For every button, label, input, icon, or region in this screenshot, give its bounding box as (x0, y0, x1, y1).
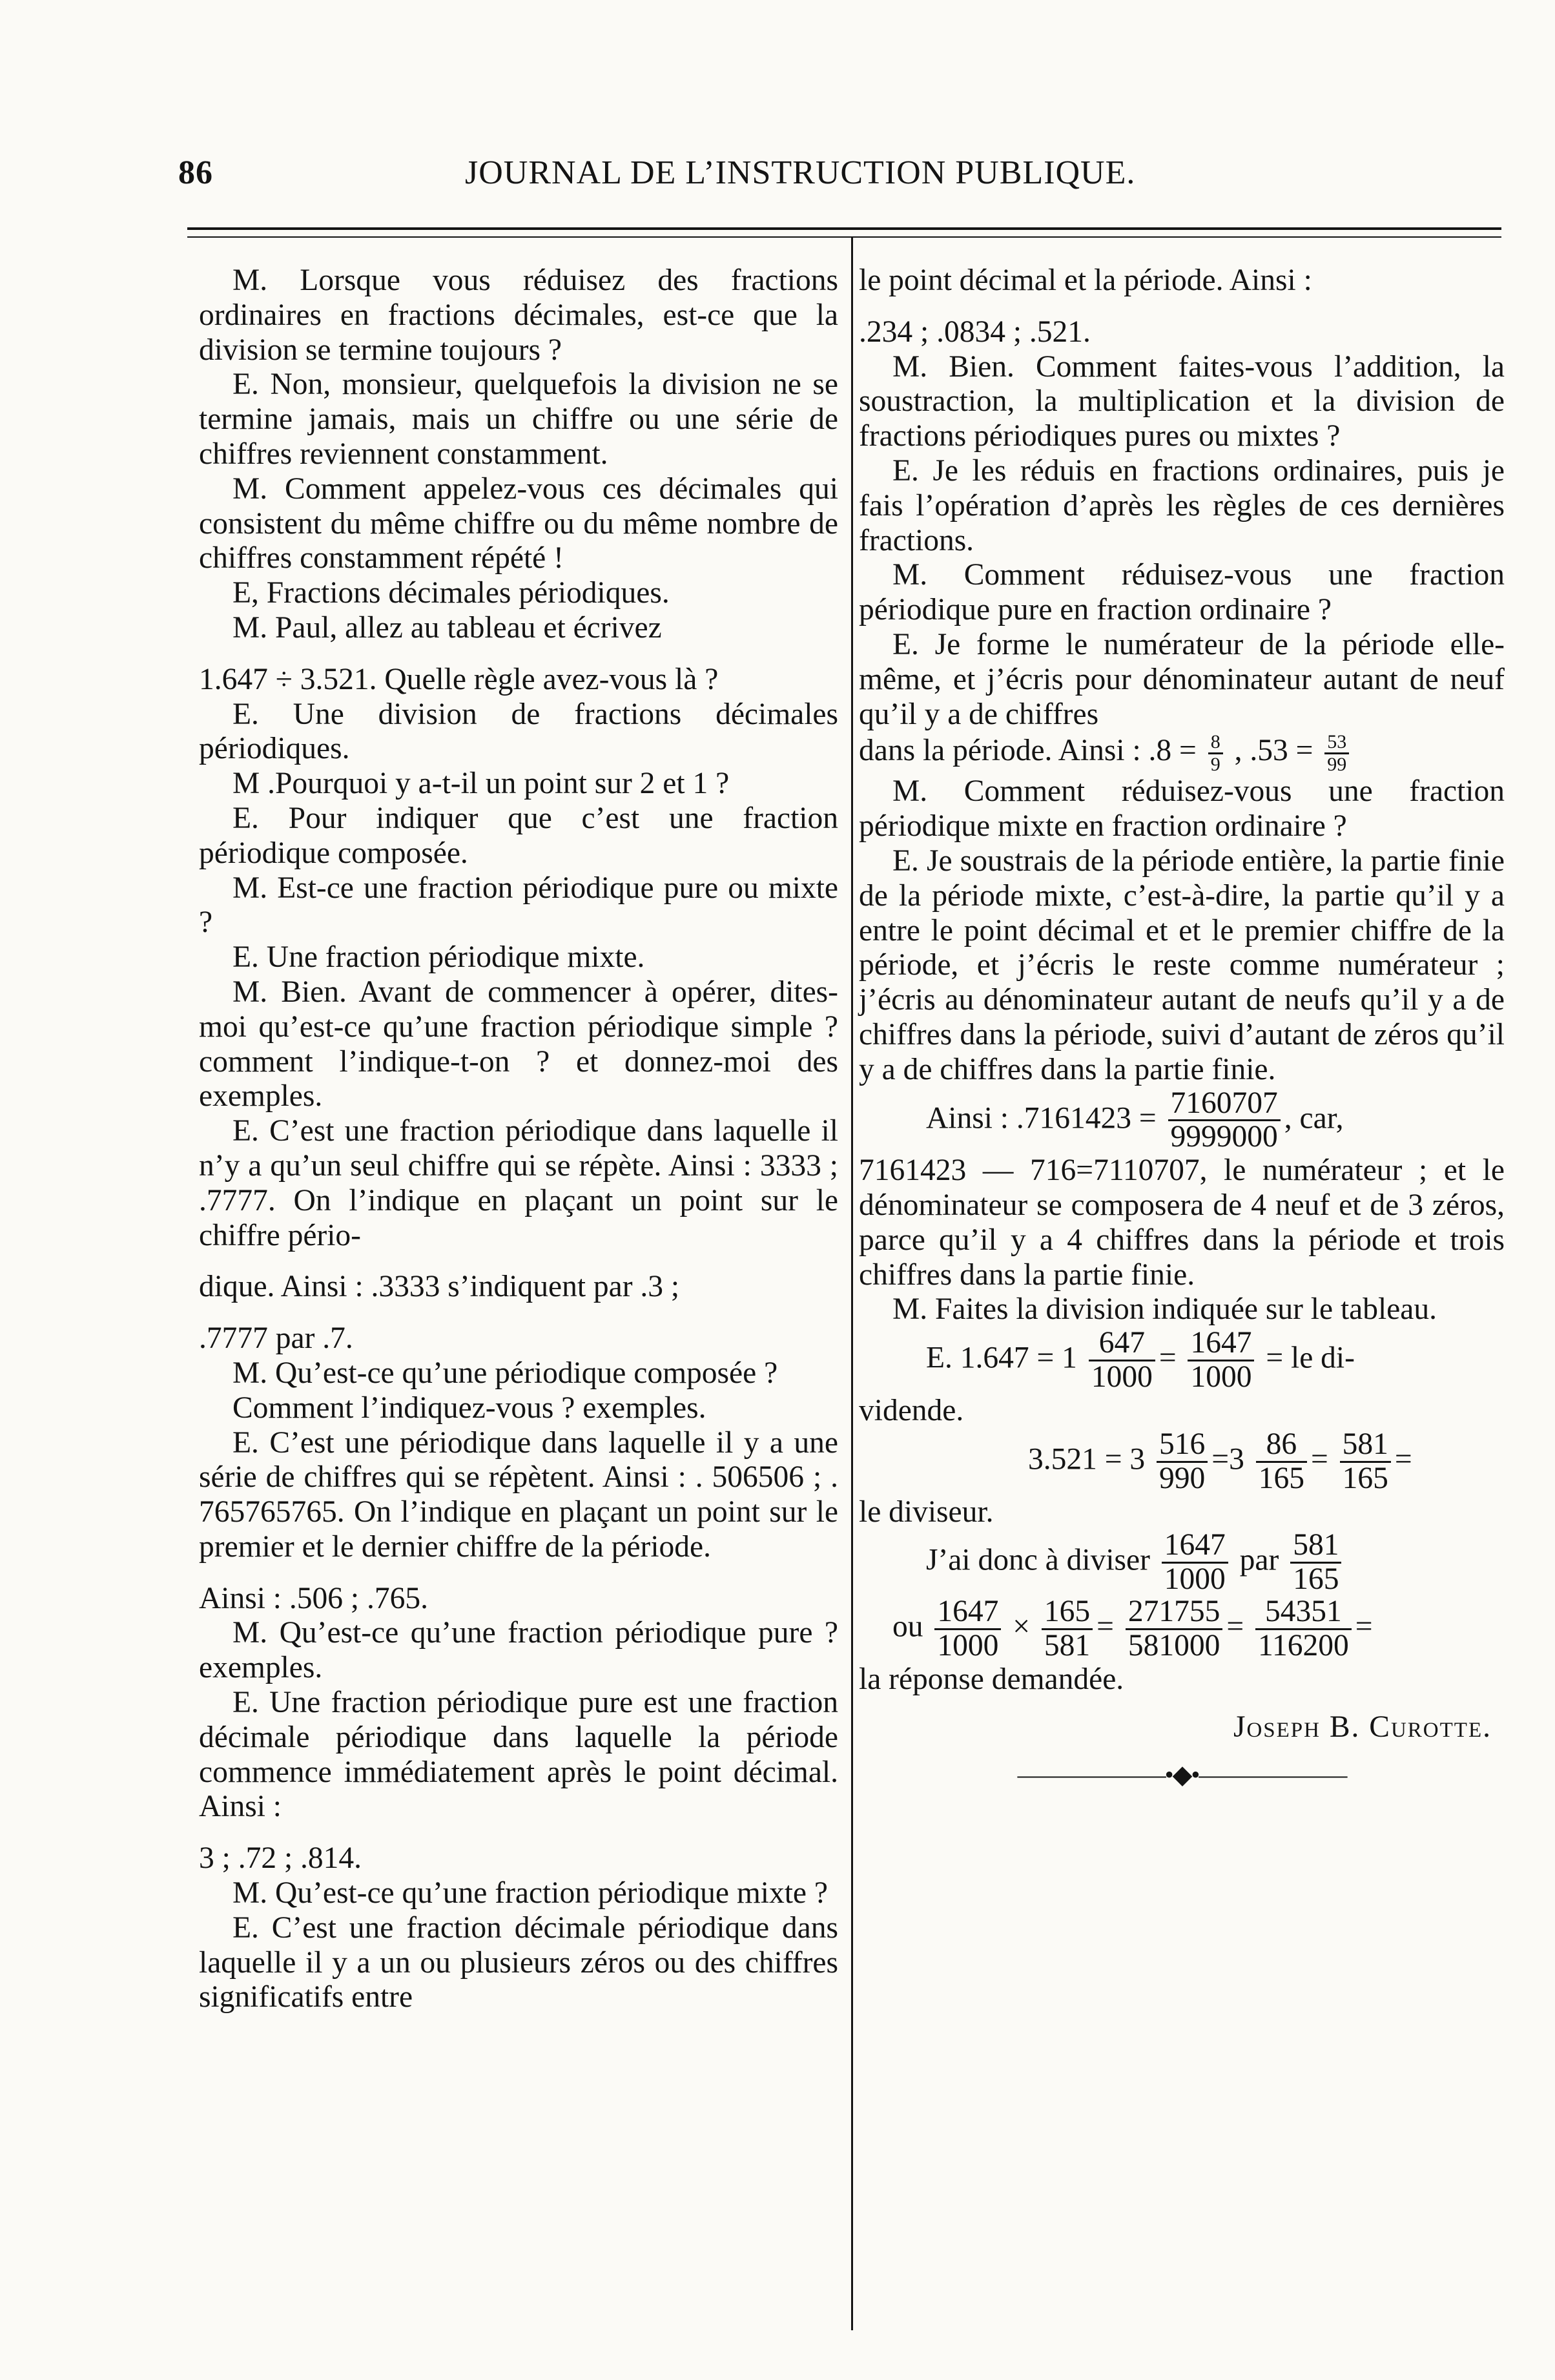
dialogue-paragraph: M. Qu’est-ce qu’une périodique composée ? (232, 1356, 778, 1390)
numerator: 271755 (1128, 1595, 1220, 1629)
numerator: 1647 (937, 1595, 999, 1629)
left-column (199, 264, 838, 2015)
page-header (174, 154, 1220, 205)
equation-line: E. 1.647 = 1 $\frac{647}{1000}$ = $\frac{1647}{1000}$ = le di- (926, 1326, 1355, 1394)
equation-text: , .53 = (1234, 734, 1313, 768)
fraction (1255, 1596, 1352, 1662)
paragraph: le diviseur. (859, 1495, 994, 1529)
example-line: .7777 par .7. (199, 1321, 353, 1356)
numerator: 581 (1342, 1427, 1388, 1461)
numerator: 516 (1159, 1427, 1206, 1461)
denominator: 1000 (1162, 1562, 1228, 1596)
equation-text: Ainsi : .7161423 = (926, 1101, 1157, 1135)
fraction (1324, 732, 1349, 774)
paragraph: 7161423 — 716=7110707, le numérateur ; et le dénominateur se composera de 4 neuf et de 3 zéros, parce qu’il y a 4 chiffres dans la période et trois chiffres dans la partie finie. (859, 1154, 1505, 1292)
header-rule-thin (187, 236, 1501, 238)
numerator: 581 (1293, 1528, 1339, 1562)
equation-line (859, 732, 1505, 774)
dialogue-paragraph: M. Comment appelez-vous ces décimales qui consistent du même chiffre ou du même nombre de chiffres constamment répété ! (199, 471, 838, 575)
equation-text: , car, (1284, 1101, 1344, 1135)
fraction (1162, 1529, 1228, 1596)
fraction (1168, 1088, 1281, 1154)
dialogue-paragraph: E. Je les réduis en fractions ordinaires, puis je fais l’opération d’après les règles de ces dernières fractions. (859, 453, 1505, 557)
paragraph: la réponse demandée. (859, 1662, 1124, 1696)
fraction (1157, 1429, 1208, 1495)
denominator: 1000 (1188, 1360, 1254, 1394)
dialogue-paragraph: M. Lorsque vous réduisez des fractions ordinaires en fractions décimales, est-ce que la division se termine toujours ? (199, 264, 838, 367)
dialogue-paragraph: M. Qu’est-ce qu’une fraction périodique pure ? exemples. (199, 1616, 838, 1685)
dialogue-paragraph: Comment l’indiquez-vous ? exemples. (232, 1391, 706, 1425)
equation-text: par (1239, 1543, 1279, 1577)
denominator: 990 (1157, 1461, 1208, 1495)
dialogue-paragraph: M .Pourquoi y a-t-il un point sur 2 et 1 ? (232, 767, 730, 801)
example-line: .234 ; .0834 ; .521. (859, 315, 1091, 349)
denominator: 99 (1324, 752, 1349, 775)
running-title: JOURNAL DE L’INSTRUCTION PUBLIQUE. (465, 154, 1136, 191)
denominator: 165 (1256, 1461, 1307, 1495)
numerator: 1647 (1190, 1326, 1252, 1360)
example-line: Ainsi : .506 ; .765. (199, 1581, 428, 1615)
equation-line (859, 1529, 1505, 1596)
equation-text: ou (892, 1609, 923, 1644)
example-line: dique. Ainsi : .3333 s’indiquent par .3 ; (199, 1270, 680, 1304)
denominator: 165 (1290, 1562, 1341, 1596)
paragraph: vidende. (859, 1394, 964, 1428)
denominator: 9999000 (1168, 1119, 1281, 1154)
dialogue-paragraph: E. Je soustrais de la période entière, la partie finie de la période mixte, c’est-à-dire, la partie qu’il y a entre le point décimal et et le premier chiffre de la période, et j’écris le reste comme numérateur ; j’écris au dénominateur autant de neufs qu’il y a de chiffres dans la période, suivi d’autant de zéros qu’il y a de chiffres dans la partie finie. (859, 843, 1505, 1086)
numerator: 86 (1266, 1427, 1297, 1461)
dialogue-paragraph: E. Une fraction périodique pure est une fraction décimale périodique dans laquelle la période commence immédiatement après le point décimal. Ainsi : (199, 1686, 838, 1824)
denominator: 581 (1042, 1628, 1093, 1662)
denominator: 581000 (1126, 1628, 1223, 1662)
denominator: 165 (1340, 1461, 1391, 1495)
equation-text: dans la période. Ainsi : .8 = (859, 734, 1197, 768)
numerator: 165 (1044, 1595, 1091, 1629)
equation-line (859, 1088, 1505, 1154)
paragraph: le point décimal et la période. Ainsi : (859, 264, 1312, 297)
ornament-divider: ——————•◆•—————— (1017, 1760, 1346, 1790)
numerator: 1647 (1164, 1528, 1226, 1562)
page-number: 86 (178, 154, 213, 191)
dialogue-paragraph: E. Une division de fractions décimales périodiques. (199, 697, 838, 766)
dialogue-paragraph: E. Une fraction périodique mixte. (232, 940, 645, 975)
dialogue-paragraph: M. Comment réduisez-vous une fraction périodique pure en fraction ordinaire ? (859, 558, 1505, 627)
fraction (1208, 732, 1223, 774)
fraction (1089, 1327, 1155, 1394)
dialogue-paragraph: M. Est-ce une fraction périodique pure ou mixte ? (199, 871, 838, 940)
dialogue-paragraph: E, Fractions décimales périodiques. (232, 576, 670, 610)
numerator: 8 (1210, 731, 1220, 753)
numerator: 53 (1327, 731, 1347, 753)
dialogue-paragraph: M. Comment réduisez-vous une fraction périodique mixte en fraction ordinaire ? (859, 774, 1505, 843)
fraction (1126, 1596, 1223, 1662)
numerator: 54351 (1265, 1595, 1342, 1629)
fraction (1290, 1529, 1341, 1596)
fraction (1256, 1429, 1307, 1495)
right-column (859, 264, 1505, 1792)
dialogue-paragraph: M. Bien. Avant de commencer à opérer, dites-moi qu’est-ce qu’une fraction périodique simple ? comment l’indique-t-on ? et donnez-moi des exemples. (199, 975, 838, 1113)
equation-line: 3.521 = 3 $\frac{516}{990}$ =3 $\frac{86}{165}$ = $\frac{581}{165}$ = (1028, 1427, 1412, 1495)
equation-text: E. 1.647 = 1 (926, 1341, 1077, 1375)
fraction (1042, 1596, 1093, 1662)
header-rule-thick (187, 227, 1501, 230)
equation-text: = le di- (1266, 1341, 1355, 1375)
example-line: 3 ; .72 ; .814. (199, 1841, 362, 1876)
numerator: 647 (1098, 1326, 1145, 1360)
dialogue-paragraph: M. Qu’est-ce qu’une fraction périodique mixte ? (232, 1876, 828, 1910)
fraction (934, 1596, 1001, 1662)
numerator: 7160707 (1170, 1086, 1278, 1120)
dialogue-paragraph: E. C’est une périodique dans laquelle il y a une série de chiffres qui se répètent. Ainsi : . 506506 ; . 765765765. On l’indique en plaçant un point sur le premier et le dernier chiffre de la période. (199, 1425, 838, 1564)
denominator: 1000 (1089, 1360, 1155, 1394)
equation-text: J’ai donc à diviser (926, 1543, 1150, 1577)
equation-line: ou $\frac{1647}{1000}$ × $\frac{165}{581}$ = $\frac{271755}{581000}$ = $\frac{54351}{116200}$ = (892, 1595, 1373, 1662)
equation-text: 3.521 = 3 (1028, 1442, 1146, 1476)
dialogue-paragraph: E. Pour indiquer que c’est une fraction périodique composée. (199, 801, 838, 870)
dialogue-paragraph: E. C’est une fraction périodique dans laquelle il n’y a qu’un seul chiffre qui se répète. Ainsi : 3333 ; .7777. On l’indique en plaçant un point sur le chiffre pério- (199, 1114, 838, 1252)
fraction (1340, 1429, 1391, 1495)
times-sign: × (1013, 1609, 1031, 1644)
denominator: 116200 (1255, 1628, 1352, 1662)
dialogue-paragraph: M. Paul, allez au tableau et écrivez (232, 610, 662, 645)
denominator: 1000 (934, 1628, 1001, 1662)
dialogue-paragraph: M. Bien. Comment faites-vous l’addition, la soustraction, la multiplication et la division de fractions périodiques pures ou mixtes ? (859, 349, 1505, 453)
equation-text: =3 (1211, 1442, 1244, 1476)
expression-line: 1.647 ÷ 3.521. Quelle règle avez-vous là ? (199, 662, 719, 696)
denominator: 9 (1208, 752, 1223, 775)
column-divider (851, 238, 853, 2330)
fraction (1188, 1327, 1254, 1394)
dialogue-paragraph: E. Non, monsieur, quelquefois la division ne se termine jamais, mais un chiffre ou une série de chiffres reviennent constamment. (199, 367, 838, 471)
dialogue-paragraph: E. C’est une fraction décimale périodique dans laquelle il y a un ou plusieurs zéros ou des chiffres significatifs entre (199, 1910, 838, 2014)
dialogue-paragraph: E. Je forme le numérateur de la période elle-même, et j’écris pour dénominateur autant de neuf qu’il y a de chiffres (859, 627, 1505, 731)
dialogue-paragraph: M. Faites la division indiquée sur le tableau. (892, 1292, 1437, 1327)
author-signature: Joseph B. Curotte. (1233, 1710, 1492, 1744)
